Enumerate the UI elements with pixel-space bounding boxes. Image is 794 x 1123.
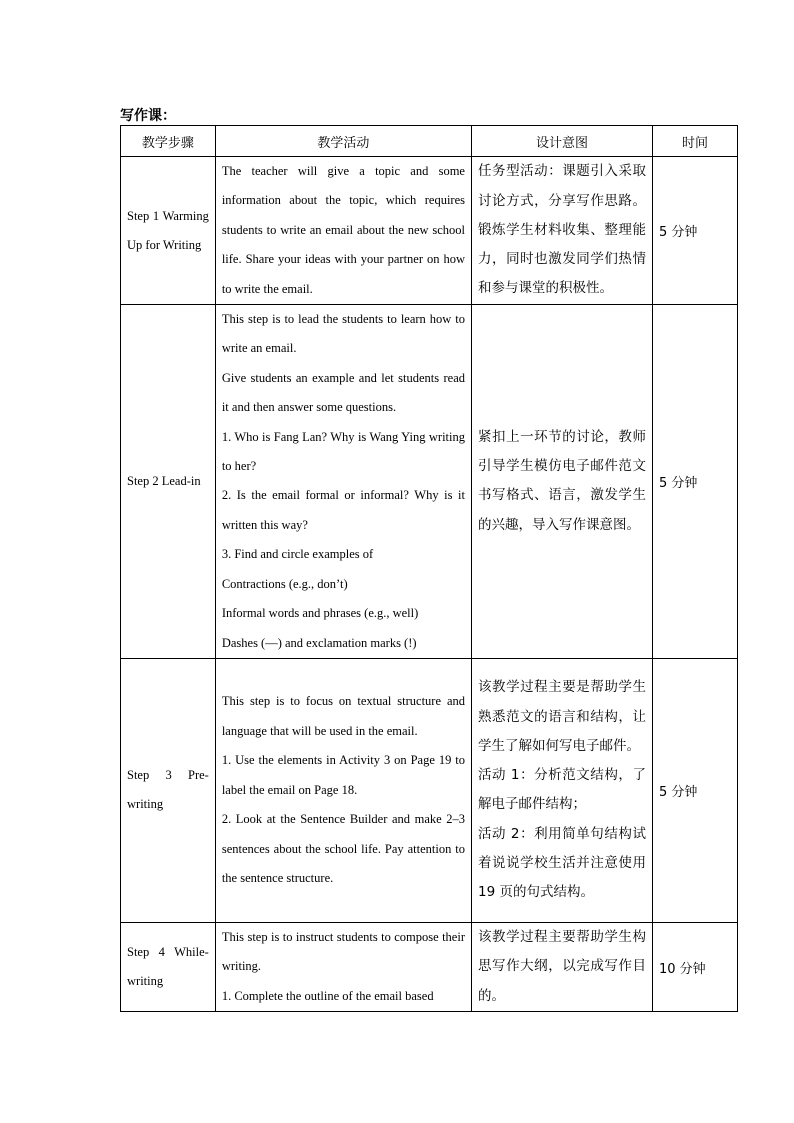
activity-cell	[215, 157, 471, 305]
table-row	[121, 658, 738, 922]
step-cell: Step 2 Lead-in	[121, 305, 216, 659]
time-cell: 10 分钟	[652, 922, 737, 1011]
intent-text: 紧扣上一环节的讨论，教师引导学生模仿电子邮件范文书写格式、语言，激发学生的兴趣，导入写作课意图。	[478, 428, 646, 533]
header-activity: 教学活动	[215, 126, 471, 157]
activity-text: The teacher will give a topic and some information about the topic, which requires students to write an email about the new school life. Share your ideas with your partner on how to write the email.	[221, 164, 465, 296]
intent-cell	[472, 922, 653, 1011]
activity-text: 2. Look at the Sentence Builder and make 2–3 sentences about the school life. Pay attention to the sentence structure.	[221, 812, 465, 885]
header-intent: 设计意图	[472, 126, 653, 157]
activity-cell	[215, 305, 471, 659]
time-cell: 5 分钟	[652, 305, 737, 659]
time-cell: 5 分钟	[652, 157, 737, 305]
activity-text: Give students an example and let students read it and then answer some questions.	[221, 370, 465, 415]
intent-text: 活动 2：利用简单句结构试着说说学校生活并注意使用 19 页的句式结构。	[478, 825, 646, 901]
table-row	[121, 157, 738, 305]
section-heading: 写作课：	[120, 108, 176, 124]
header-time: 时间	[652, 126, 737, 157]
table-header-row	[121, 126, 738, 157]
step-cell: Step 3 Pre-writing	[121, 658, 216, 922]
activity-cell	[215, 658, 471, 922]
step-cell: Step 1 Warming Up for Writing	[121, 157, 216, 305]
intent-cell	[472, 157, 653, 305]
step-cell: Step 4 While-writing	[121, 922, 216, 1011]
activity-text: 1. Who is Fang Lan? Why is Wang Ying writing to her?	[221, 429, 465, 474]
activity-text: Dashes (—) and exclamation marks (!)	[221, 635, 417, 650]
intent-text: 任务型活动：课题引入采取讨论方式，分享写作思路。锻炼学生材料收集、整理能力，同时也激发同学们热情和参与课堂的积极性。	[478, 163, 646, 297]
activity-text: This step is to focus on textual structure and language that will be used in the email.	[221, 694, 465, 738]
time-cell: 5 分钟	[652, 658, 737, 922]
table-row	[121, 922, 738, 1011]
activity-cell	[215, 922, 471, 1011]
activity-text: 1. Use the elements in Activity 3 on Page 19 to label the email on Page 18.	[221, 753, 465, 797]
activity-text: Informal words and phrases (e.g., well)	[221, 606, 419, 621]
table-row	[121, 305, 738, 659]
activity-text: 3. Find and circle examples of	[221, 547, 374, 562]
intent-text: 活动 1：分析范文结构，了解电子邮件结构；	[478, 767, 646, 813]
intent-cell	[472, 658, 653, 922]
header-step: 教学步骤	[121, 126, 216, 157]
intent-text: 该教学过程主要是帮助学生熟悉范文的语言和结构，让学生了解如何写电子邮件。	[478, 679, 646, 754]
intent-cell	[472, 305, 653, 659]
activity-text: Contractions (e.g., don’t)	[221, 576, 348, 591]
intent-text: 该教学过程主要帮助学生构思写作大纲，以完成写作目的。	[478, 929, 646, 1004]
activity-text: This step is to instruct students to compose their writing.	[221, 929, 465, 974]
lesson-plan-table	[120, 125, 738, 1012]
activity-text: 2. Is the email formal or informal? Why is it written this way?	[221, 488, 465, 532]
activity-text: 1. Complete the outline of the email based	[221, 988, 434, 1003]
activity-text: This step is to lead the students to learn how to write an email.	[221, 312, 465, 356]
